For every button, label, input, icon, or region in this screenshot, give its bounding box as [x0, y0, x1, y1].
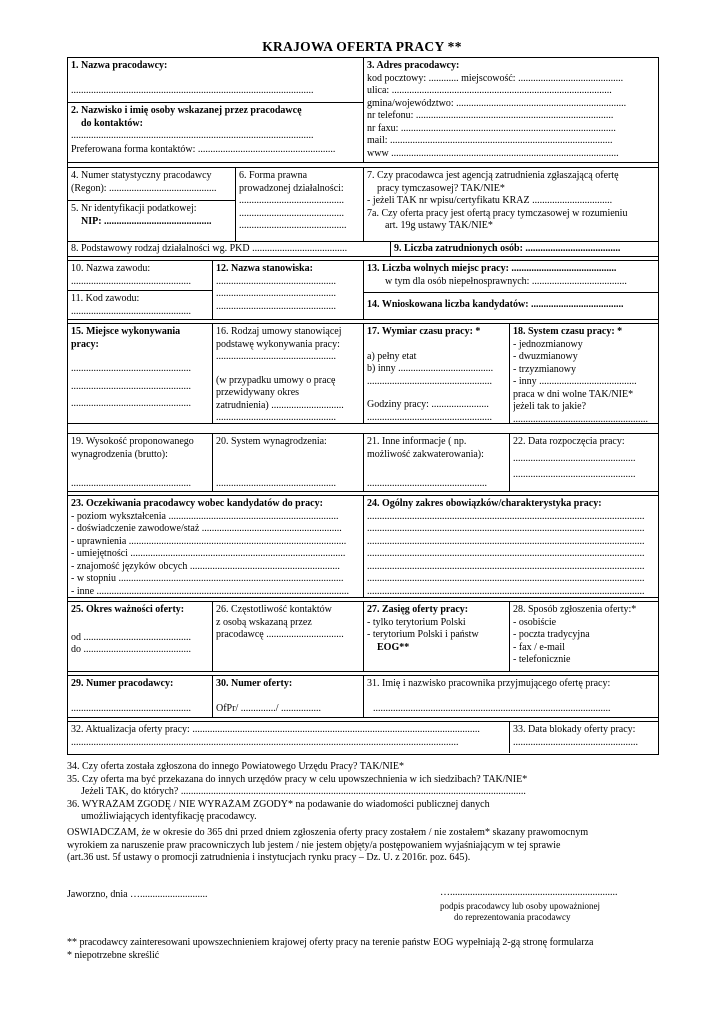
field-21-line-1: 21. Inne informacje ( np. [367, 436, 467, 447]
field-23-experience: - doświadczenie zawodowe/staż ........................................................ [71, 523, 342, 534]
field-25-to: do ........................................... [71, 644, 191, 655]
field-7-temp-agency[interactable] [364, 168, 658, 242]
field-31-clerk-name[interactable] [364, 676, 658, 718]
field-29-employer-number[interactable] [68, 676, 213, 718]
row-gap [68, 598, 658, 602]
field-25-from: od ........................................... [71, 631, 191, 643]
field-27-poland: - tylko terytorium Polski [367, 616, 466, 628]
field-21-other-info[interactable] [364, 434, 510, 492]
field-3-label: 3. Adres pracodawcy: [367, 60, 460, 71]
row-gap [68, 718, 658, 722]
field-32-label: 32. Aktualizacja oferty pracy: ................................................................................................................... [71, 724, 480, 735]
field-1-label: 1. Nazwa pracodawcy: [71, 60, 168, 71]
field-18-dots: ...................................................... [513, 413, 648, 424]
field-3-commune: gmina/województwo: .................................................................... [367, 97, 627, 109]
field-16-line-3: ................................................ [216, 351, 336, 362]
field-16-line-5: przewidywany okres [216, 387, 300, 398]
field-19-line-1: 19. Wysokość proponowanego [71, 436, 194, 447]
field-14-candidates[interactable] [364, 293, 658, 320]
field-17-dots: .................................................. [367, 375, 492, 387]
field-16-line-6: zatrudnienia) ............................. [216, 399, 344, 411]
field-4-regon[interactable] [68, 168, 236, 201]
declaration-line-1: OŚWIADCZAM, że w okresie do 365 dni przed dniem zgłoszenia oferty pracy zostałem / nie zostałem* skazany prawomocnym [67, 827, 589, 838]
signature-caption-2: do reprezentowania pracodawcy [454, 912, 571, 922]
field-17-dots-2: .................................................. [367, 411, 492, 423]
questions [67, 761, 667, 824]
field-6-dots-2: .......................................... [239, 207, 344, 219]
field-24-dots-7: ............................................................................................................... [367, 585, 645, 597]
field-9-employees[interactable] [391, 242, 658, 257]
field-17-hours: Godziny pracy: ....................... [367, 399, 489, 410]
field-24-dots-1: ............................................................................................................... [367, 510, 645, 522]
field-7-line-1: 7. Czy pracodawca jest agencją zatrudnienia zgłaszającą ofertę [367, 170, 619, 181]
field-18-single-shift: - jednozmianowy [513, 338, 583, 350]
field-12-position[interactable] [213, 261, 364, 320]
field-5-nip[interactable] [68, 201, 236, 242]
row-gap [68, 672, 658, 676]
field-30-value: OfPr/ ............../ ................ [216, 702, 321, 714]
question-35-which: Jeżeli TAK, do których? .......................................................................................................................................... [81, 786, 526, 797]
field-24-dots-6: ............................................................................................................... [367, 573, 645, 584]
field-6-label-2: prowadzonej działalności: [239, 182, 344, 194]
row-gap [68, 257, 658, 261]
field-28-label: 28. Sposób zgłoszenia oferty:* [513, 604, 637, 615]
field-28-fax-email: - fax / e-mail [513, 641, 565, 653]
field-8-pkd[interactable] [68, 242, 391, 257]
field-27-offer-range[interactable] [364, 602, 510, 672]
field-2-label-2: do kontaktów: [81, 117, 143, 129]
field-32-dots: ........................................................................................................................................................... [71, 736, 459, 748]
field-18-other: - inny ....................................... [513, 376, 637, 387]
question-36-cont: umożliwiających identyfikację pracodawcy. [81, 811, 257, 822]
field-11-dots: ................................................ [71, 305, 191, 317]
field-28-in-person: - osobiście [513, 616, 557, 628]
field-15-label-2: pracy: [71, 338, 99, 350]
field-9-label: 9. Liczba zatrudnionych osób: ...................................... [394, 243, 621, 254]
field-22-label: 22. Data rozpoczęcia pracy: [513, 436, 625, 447]
field-18-work-system[interactable] [510, 324, 658, 424]
field-23-skills: - umiejętności ...................................................................................... [71, 548, 346, 559]
footnotes [67, 937, 667, 962]
field-6-dots-1: .......................................... [239, 195, 344, 206]
field-32-update[interactable] [68, 722, 510, 753]
field-22-start-date[interactable] [510, 434, 658, 492]
field-26-contact-frequency[interactable] [213, 602, 364, 672]
field-24-label: 24. Ogólny zakres obowiązków/charakterystyka pracy: [367, 498, 602, 509]
field-15-label: 15. Miejsce wykonywania [71, 326, 181, 337]
field-17-other: b) inny ...................................... [367, 363, 494, 374]
field-5-nip-line: NIP: ........................................... [81, 215, 212, 227]
field-2-preferred-contact: Preferowana forma kontaktów: ....................................................... [71, 143, 336, 155]
field-20-label: 20. System wynagrodzenia: [216, 436, 327, 447]
field-20-dots: ................................................ [216, 477, 336, 489]
field-14-label: 14. Wnioskowana liczba kandydatów: ..................................... [367, 299, 624, 310]
field-7-line-2: pracy tymczasowej? TAK/NIE* [377, 182, 505, 194]
field-23-label: 23. Oczekiwania pracodawcy wobec kandydatów do pracy: [71, 498, 323, 509]
question-36: 36. WYRAŻAM ZGODĘ / NIE WYRAŻAM ZGODY* na podawanie do wiadomości publicznej danych [67, 798, 490, 810]
page-title: KRAJOWA OFERTA PRACY ** [262, 39, 462, 54]
field-26-line-3: pracodawcę ............................... [216, 629, 344, 640]
field-17-working-time[interactable] [364, 324, 510, 424]
field-23-education: - poziom wykształcenia .................................................................... [71, 510, 339, 522]
field-5-label: 5. Nr identyfikacji podatkowej: [71, 203, 197, 214]
field-23-level: - w stopniu .......................................................................................... [71, 573, 344, 584]
field-6-dots-3: ........................................... [239, 220, 347, 231]
field-2-contact-person[interactable] [68, 103, 364, 163]
declaration [67, 827, 657, 865]
field-16-contract-type[interactable] [213, 324, 364, 424]
field-3-fax: nr faxu: ...................................................................................... [367, 122, 616, 134]
field-18-days-off: praca w dni wolne TAK/NIE* [513, 388, 634, 400]
field-11-occupation-code[interactable] [68, 291, 213, 320]
field-6-label: 6. Forma prawna [239, 170, 308, 181]
field-4-label: 4. Numer statystyczny pracodawcy [71, 170, 212, 181]
field-31-label: 31. Imię i nazwisko pracownika przyjmującego ofertę pracy: [367, 678, 611, 689]
field-11-label: 11. Kod zawodu: [71, 293, 140, 304]
declaration-line-2: wyrokiem za naruszenie praw pracowniczych lub jestem / nie jestem objęty/a postępowaniem wyjaśniającym w tej sprawie [67, 839, 561, 851]
field-18-which: jeżeli tak to jakie? [513, 401, 587, 412]
field-24-dots-5: ............................................................................................................... [367, 560, 645, 572]
field-26-line-2: z osobą wskazaną przez [216, 616, 312, 628]
field-26-line-1: 26. Częstotliwość kontaktów [216, 604, 332, 615]
field-16-line-1: 16. Rodzaj umowy stanowiącej [216, 326, 342, 337]
field-15-workplace[interactable] [68, 324, 213, 424]
field-2-label: 2. Nazwisko i imię osoby wskazanej przez pracodawcę [71, 105, 302, 116]
place-date[interactable]: Jaworzno, dnia …........................... [67, 889, 208, 900]
field-13-label: 13. Liczba wolnych miejsc pracy: .......................................... [367, 263, 617, 274]
field-1-dots: ................................................................................................. [71, 84, 314, 96]
offer-form [67, 57, 659, 755]
field-13-disabled: w tym dla osób niepełnosprawnych: ...................................... [385, 275, 627, 287]
footnote-eea: ** pracodawcy zainteresowani upowszechnieniem krajowej oferty pracy na terenie państw EOG wypełniają 2-gą stronę formularza [67, 937, 594, 948]
field-12-dots-1: ................................................ [216, 275, 336, 287]
field-23-languages: - znajomość języków obcych ............................................................ [71, 560, 340, 572]
field-15-dots-1: ................................................ [71, 363, 191, 374]
field-3-street: ulica: ........................................................................................ [367, 85, 612, 96]
field-7a-line-1: 7a. Czy oferta pracy jest ofertą pracy tymczasowej w rozumieniu [367, 207, 628, 219]
field-24-dots-3: ............................................................................................................... [367, 535, 645, 547]
field-16-line-4: (w przypadku umowy o pracę [216, 374, 336, 386]
field-29-label: 29. Numer pracodawcy: [71, 678, 174, 689]
field-21-line-2: możliwość zakwaterowania): [367, 448, 484, 460]
field-27-poland-eea: - terytorium Polski i państw [367, 629, 479, 640]
field-27-eea: EOG** [377, 641, 410, 653]
signature-caption-1: podpis pracodawcy lub osoby upoważnionej [440, 901, 600, 911]
field-6-legal-form[interactable] [236, 168, 364, 242]
field-31-dots: ............................................................................................... [373, 702, 611, 714]
field-7a-line-2: art. 19g ustawy TAK/NIE* [385, 220, 493, 231]
field-1-employer-name[interactable] [68, 58, 364, 103]
field-27-label: 27. Zasięg oferty pracy: [367, 604, 469, 615]
field-10-dots: ................................................ [71, 275, 191, 287]
field-2-dots: ................................................................................................. [71, 130, 314, 141]
footnote-strike: * niepotrzebne skreślić [67, 949, 160, 961]
field-25-validity[interactable] [68, 602, 213, 672]
field-3-www: www ........................................................................................... [367, 147, 619, 159]
row-gap [68, 163, 658, 168]
field-24-duties[interactable] [364, 496, 658, 598]
field-19-salary[interactable] [68, 434, 213, 492]
field-30-label: 30. Numer oferty: [216, 678, 293, 689]
field-15-dots-2: ................................................ [71, 380, 191, 392]
field-33-dots: .................................................. [513, 736, 638, 748]
field-33-label: 33. Data blokady oferty pracy: [513, 724, 636, 735]
field-16-line-7: ................................................ [216, 412, 336, 423]
field-8-label: 8. Podstawowy rodzaj działalności wg. PKD ...................................... [71, 243, 348, 254]
field-3-mail: mail: ......................................................................................... [367, 135, 613, 146]
field-29-dots: ................................................ [71, 702, 191, 714]
field-33-block-date[interactable] [510, 722, 658, 753]
row-gap [68, 424, 658, 434]
field-17-label: 17. Wymiar czasu pracy: * [367, 326, 481, 337]
field-10-occupation[interactable] [68, 261, 213, 291]
field-12-label: 12. Nazwa stanowiska: [216, 263, 313, 274]
field-21-dots: ................................................ [367, 478, 487, 489]
field-28-post: - poczta tradycyjna [513, 629, 590, 640]
field-7-line-3: - jeżeli TAK nr wpisu/certyfikatu KRAZ ................................ [367, 195, 613, 206]
field-23-expectations[interactable] [68, 496, 364, 598]
field-30-offer-number[interactable] [213, 676, 364, 718]
field-16-line-2: podstawę wykonywania pracy: [216, 338, 340, 350]
field-18-three-shift: - trzyzmianowy [513, 363, 577, 375]
field-4-regon-line: (Regon): ........................................... [71, 182, 217, 194]
field-3-postcode: kod pocztowy: ............ miejscowość: .......................................... [367, 72, 624, 84]
row-gap [68, 320, 658, 324]
signature-dots[interactable]: …................................................................... [440, 887, 618, 898]
field-19-dots: ................................................ [71, 478, 191, 489]
field-15-dots-3: ................................................ [71, 398, 191, 409]
row-gap [68, 492, 658, 496]
field-18-two-shift: - dwuzmianowy [513, 351, 578, 362]
field-20-pay-system[interactable] [213, 434, 364, 492]
field-3-phone: nr telefonu: ............................................................................... [367, 110, 614, 121]
field-3-address[interactable] [364, 58, 658, 163]
field-18-label: 18. System czasu pracy: * [513, 326, 623, 337]
field-24-dots-2: ............................................................................................................... [367, 523, 645, 534]
question-34: 34. Czy oferta została zgłoszona do innego Powiatowego Urzędu Pracy? TAK/NIE* [67, 761, 404, 772]
question-35: 35. Czy oferta ma być przekazana do innych urzędów pracy w celu upowszechnienia w ich siedzibach? TAK/NIE* [67, 773, 528, 785]
field-13-vacancies[interactable] [364, 261, 658, 293]
field-28-submission-method[interactable] [510, 602, 658, 672]
field-25-label: 25. Okres ważności oferty: [71, 604, 185, 615]
field-23-other: - inne ..................................................................................................... [71, 585, 350, 597]
field-28-phone: - telefonicznie [513, 654, 571, 665]
field-23-licences: - uprawnienia ....................................................................................... [71, 535, 347, 547]
field-12-dots-2: ................................................ [216, 288, 336, 299]
field-10-label: 10. Nazwa zawodu: [71, 263, 151, 274]
field-22-dots-1: ................................................. [513, 452, 636, 464]
field-19-line-2: wynagrodzenia (brutto): [71, 448, 168, 460]
field-17-full-time: a) pełny etat [367, 350, 417, 362]
declaration-line-3: (art.36 ust. 5f ustawy o promocji zatrudnienia i instytucjach rynku pracy – Dz. U. z 2016r. poz. 645). [67, 852, 471, 863]
field-12-dots-3: ................................................ [216, 300, 336, 312]
field-22-dots-2: ................................................. [513, 469, 636, 480]
field-24-dots-4: ............................................................................................................... [367, 548, 645, 559]
